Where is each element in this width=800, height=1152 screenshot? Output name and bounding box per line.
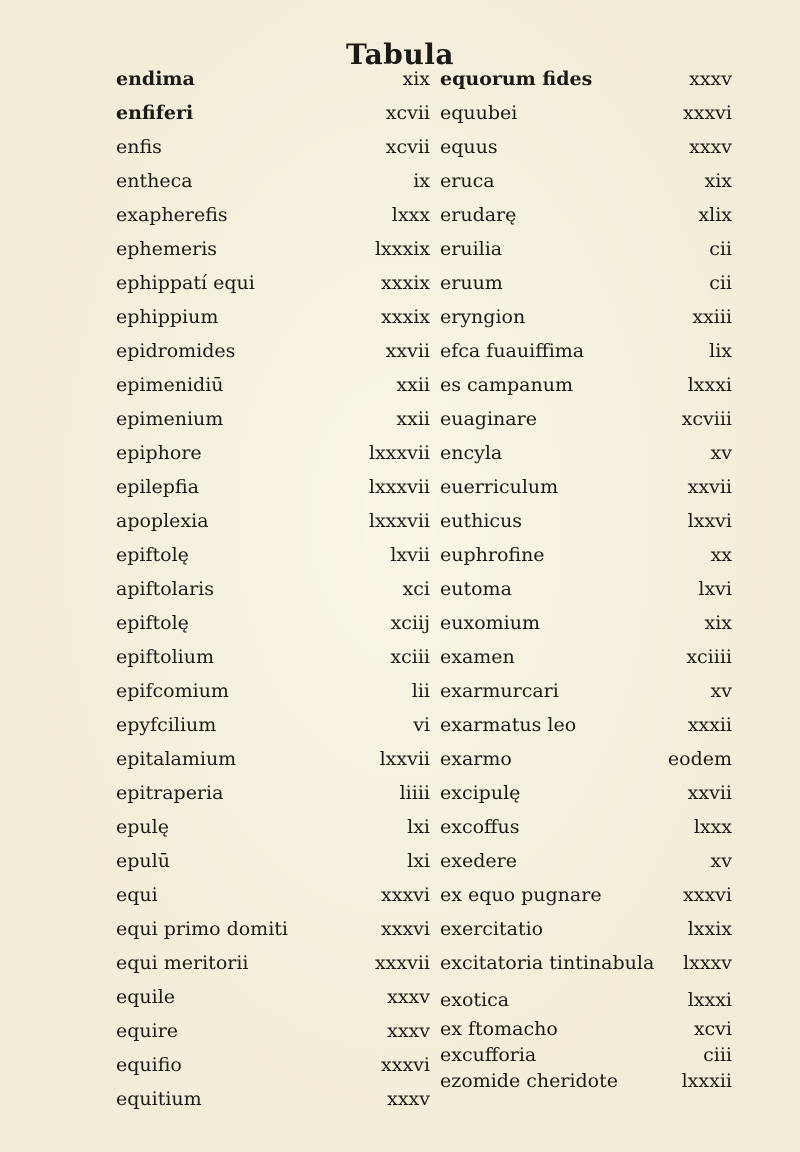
page-reference: xcviii xyxy=(681,408,732,430)
index-term: epiftolę xyxy=(116,612,189,634)
index-term: entheca xyxy=(116,170,193,192)
page-reference: eodem xyxy=(667,748,732,770)
page-reference: lxxix xyxy=(687,918,732,940)
index-term: ex equo pugnare xyxy=(440,884,602,906)
page-reference: xix xyxy=(704,612,732,634)
index-term: exotica xyxy=(440,989,510,1011)
index-term: epiphore xyxy=(116,442,202,464)
index-term: examen xyxy=(440,646,515,668)
page-reference: xix xyxy=(704,170,732,192)
page-reference: lxxxii xyxy=(681,1070,732,1092)
page-reference: xciii xyxy=(390,646,430,668)
page-reference: lxxvii xyxy=(379,748,430,770)
page-reference: xxxvi xyxy=(381,884,430,906)
page-reference: xcvii xyxy=(385,102,430,124)
page-reference: xxxii xyxy=(687,714,732,736)
page-reference: xxii xyxy=(396,408,430,430)
index-term: equubei xyxy=(440,102,518,124)
page-title: Tabula xyxy=(345,38,454,71)
page-reference: lxxxv xyxy=(683,952,732,974)
page-reference: xxxv xyxy=(387,1020,430,1042)
index-term: excoffus xyxy=(440,816,520,838)
index-term: euphrofine xyxy=(440,544,545,566)
index-term: apiftolaris xyxy=(116,578,214,600)
page-reference: lxvii xyxy=(390,544,430,566)
page-reference: xxxv xyxy=(689,68,732,90)
index-term: equus xyxy=(440,136,498,158)
page-reference: xxii xyxy=(396,374,430,396)
page-reference: lxxx xyxy=(693,816,732,838)
page-reference: xxxvi xyxy=(683,884,732,906)
page-reference: liiii xyxy=(399,782,430,804)
index-term: exarmatus leo xyxy=(440,714,577,736)
page-reference: lxxxi xyxy=(687,989,732,1011)
index-term: ephippatí equi xyxy=(116,272,255,294)
index-term: epitraperia xyxy=(116,782,224,804)
index-term: euxomium xyxy=(440,612,540,634)
index-term: epimenidiū xyxy=(116,374,224,396)
index-term: exapherefis xyxy=(116,204,228,226)
index-term: euaginare xyxy=(440,408,537,430)
index-term: epulę xyxy=(116,816,169,838)
page-reference: cii xyxy=(709,238,732,260)
page-reference: lxxxvii xyxy=(368,510,430,532)
index-term: equitium xyxy=(116,1088,202,1110)
index-term: erudarę xyxy=(440,204,517,226)
index-term: equifio xyxy=(116,1054,182,1076)
index-term: eryngion xyxy=(440,306,526,328)
index-term: exarmurcari xyxy=(440,680,559,702)
page-reference: lxi xyxy=(407,850,430,872)
index-term: epyfcilium xyxy=(116,714,217,736)
page-reference: xcvi xyxy=(693,1018,732,1040)
page-reference: xci xyxy=(402,578,430,600)
index-term: eruilia xyxy=(440,238,503,260)
index-term: equi meritorii xyxy=(116,952,249,974)
page-reference: xv xyxy=(710,680,732,702)
page-reference: xxxv xyxy=(387,1088,430,1110)
page-reference: vi xyxy=(413,714,430,736)
page-reference: xcvii xyxy=(385,136,430,158)
page-reference: xv xyxy=(710,850,732,872)
index-term: equile xyxy=(116,986,176,1008)
page-reference: xlix xyxy=(698,204,732,226)
index-term: epifcomium xyxy=(116,680,229,702)
index-term: eruum xyxy=(440,272,503,294)
page-reference: lxxvi xyxy=(687,510,732,532)
page-reference: xxxvi xyxy=(381,918,430,940)
page-reference: xxxvi xyxy=(381,1054,430,1076)
index-term: efca fuauiffima xyxy=(440,340,585,362)
index-term: encyla xyxy=(440,442,503,464)
page-reference: xxvii xyxy=(687,476,732,498)
index-term: es campanum xyxy=(440,374,573,396)
page-reference: xv xyxy=(710,442,732,464)
index-term: epulū xyxy=(116,850,170,872)
index-term: exedere xyxy=(440,850,517,872)
index-term: epiftolę xyxy=(116,544,189,566)
index-term: apoplexia xyxy=(116,510,209,532)
index-term: excipulę xyxy=(440,782,521,804)
page-reference: xxxvii xyxy=(374,952,430,974)
index-term: equorum fides xyxy=(440,68,593,90)
page-reference: xxxv xyxy=(689,136,732,158)
page-reference: xx xyxy=(710,544,732,566)
page-reference: lxxxvii xyxy=(368,442,430,464)
index-term: epimenium xyxy=(116,408,224,430)
page-reference: lxxxi xyxy=(687,374,732,396)
index-term: exercitatio xyxy=(440,918,544,940)
index-term: excitatoria tintinabula xyxy=(440,952,655,974)
right-index-terms xyxy=(440,62,660,1094)
page-reference: xxxix xyxy=(381,272,430,294)
index-term: ephemeris xyxy=(116,238,218,260)
page-reference: xix xyxy=(402,68,430,90)
index-term: equi primo domiti xyxy=(116,918,288,940)
index-term: euthicus xyxy=(440,510,523,532)
page-reference: lii xyxy=(411,680,430,702)
page-reference: lxvi xyxy=(698,578,732,600)
index-term: ex ftomacho xyxy=(440,1018,558,1040)
index-term: euerriculum xyxy=(440,476,559,498)
index-term: epiftolium xyxy=(116,646,214,668)
index-term: endima xyxy=(116,68,195,90)
page-reference: xxxvi xyxy=(683,102,732,124)
page-reference: ciii xyxy=(703,1044,732,1066)
index-term: eutoma xyxy=(440,578,512,600)
page-reference: cii xyxy=(709,272,732,294)
index-term: eruca xyxy=(440,170,495,192)
page-reference: xciij xyxy=(390,612,430,634)
index-term: epidromides xyxy=(116,340,236,362)
right-page-numbers xyxy=(640,62,732,1094)
page-reference: lxxxix xyxy=(374,238,430,260)
index-term: excufforia xyxy=(440,1044,537,1066)
index-term: equi xyxy=(116,884,158,906)
page-reference: xxvii xyxy=(687,782,732,804)
index-term: epilepfia xyxy=(116,476,199,498)
index-term: epitalamium xyxy=(116,748,237,770)
page-reference: xxxix xyxy=(381,306,430,328)
page-reference: xxiii xyxy=(692,306,732,328)
index-term: ezomide cheridote xyxy=(440,1070,618,1092)
page-reference: lix xyxy=(709,340,732,362)
page-reference: xciiii xyxy=(686,646,732,668)
index-term: enfis xyxy=(116,136,162,158)
left-page-numbers xyxy=(330,62,430,1116)
index-term: enfiferi xyxy=(116,102,194,124)
index-term: exarmo xyxy=(440,748,512,770)
index-term: ephippium xyxy=(116,306,219,328)
page-reference: xxvii xyxy=(385,340,430,362)
page-reference: lxxxvii xyxy=(368,476,430,498)
left-index-terms xyxy=(116,62,336,1116)
page-reference: lxxx xyxy=(391,204,430,226)
index-term: equire xyxy=(116,1020,179,1042)
page-reference: ix xyxy=(413,170,430,192)
page-reference: xxxv xyxy=(387,986,430,1008)
page-reference: lxi xyxy=(407,816,430,838)
